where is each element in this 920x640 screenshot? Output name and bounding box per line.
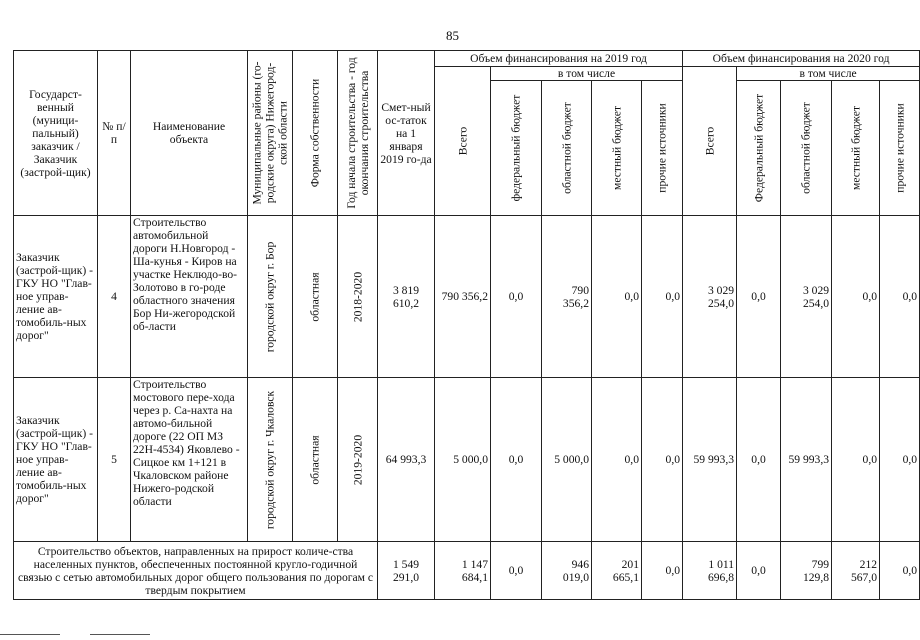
header-years: Год начала строительства - год окончания строительства <box>338 51 378 216</box>
row-total-2020: 59 993,3 <box>683 378 737 542</box>
row-regional-2019: 5 000,0 <box>542 378 592 542</box>
header-ownership: Форма собственности <box>293 51 338 216</box>
financing-table <box>13 50 920 600</box>
header-regional-2020: областной бюджет <box>781 81 832 216</box>
page-number: 85 <box>446 28 459 43</box>
row-customer: Заказчик (застрой-щик) - ГКУ НО "Глав-ное управ-ление ав-томобиль-ных дорог" <box>14 216 98 378</box>
row-ownership: областная <box>293 378 338 542</box>
summary-other-2020: 0,0 <box>880 542 920 600</box>
header-federal-2019: федеральный бюджет <box>491 81 542 216</box>
row-local-2019: 0,0 <box>592 216 642 378</box>
row-total-2019: 790 356,2 <box>435 216 491 378</box>
summary-regional-2020: 799 129,8 <box>781 542 832 600</box>
header-num: № п/п <box>98 51 131 216</box>
header-total-2019: Всего <box>435 67 491 216</box>
row-federal-2019: 0,0 <box>491 378 542 542</box>
row-years: 2018-2020 <box>338 216 378 378</box>
header-other-2020: прочие источники <box>880 81 920 216</box>
header-districts: Муниципальные районы (го-родские округа) Нижегород-ской области <box>248 51 293 216</box>
row-regional-2019: 790 356,2 <box>542 216 592 378</box>
row-district: городской округ г. Чкаловск <box>248 378 293 542</box>
header-federal-2020: Федеральный бюджет <box>737 81 781 216</box>
row-other-2020: 0,0 <box>880 216 920 378</box>
row-other-2019: 0,0 <box>642 378 683 542</box>
table-row <box>14 378 920 542</box>
row-balance: 3 819 610,2 <box>378 216 435 378</box>
row-other-2019: 0,0 <box>642 216 683 378</box>
summary-federal-2019: 0,0 <box>491 542 542 600</box>
summary-total-2020: 1 011 696,8 <box>683 542 737 600</box>
summary-local-2020: 212 567,0 <box>832 542 880 600</box>
table-row <box>14 216 920 378</box>
summary-other-2019: 0,0 <box>642 542 683 600</box>
header-local-2019: местный бюджет <box>592 81 642 216</box>
summary-row <box>14 542 920 600</box>
row-balance: 64 993,3 <box>378 378 435 542</box>
header-row-1 <box>14 51 920 67</box>
row-federal-2020: 0,0 <box>737 378 781 542</box>
bottom-dash-left <box>0 634 60 635</box>
summary-balance: 1 549 291,0 <box>378 542 435 600</box>
row-object-name: Строительство автомобильной дороги Н.Новгород - Ша-кунья - Киров на участке Неклюдо-во-Золотово в го-роде областного значения Бор Ни-жегородской об-ласти <box>131 216 248 378</box>
row-federal-2019: 0,0 <box>491 216 542 378</box>
row-total-2020: 3 029 254,0 <box>683 216 737 378</box>
header-including-2019: в том числе <box>491 67 683 81</box>
summary-federal-2020: 0,0 <box>737 542 781 600</box>
header-other-2019: прочие источники <box>642 81 683 216</box>
header-balance: Смет-ный ос-таток на 1 января 2019 го-да <box>378 51 435 216</box>
row-federal-2020: 0,0 <box>737 216 781 378</box>
row-district: городской округ г. Бор <box>248 216 293 378</box>
row-other-2020: 0,0 <box>880 378 920 542</box>
header-object-name: Наименование объекта <box>131 51 248 216</box>
summary-local-2019: 201 665,1 <box>592 542 642 600</box>
row-local-2019: 0,0 <box>592 378 642 542</box>
header-customer: Государст-венный (муници-пальный) заказчик / Заказчик (застрой-щик) <box>14 51 98 216</box>
header-including-2020: в том числе <box>737 67 920 81</box>
summary-total-2019: 1 147 684,1 <box>435 542 491 600</box>
row-total-2019: 5 000,0 <box>435 378 491 542</box>
summary-regional-2019: 946 019,0 <box>542 542 592 600</box>
summary-label: Строительство объектов, направленных на прирост количе-ства населенных пунктов, обеспеченных постоянной кругло-годичной связью с сетью автомобильных дорог общего пользования по дорогам с твердым покрытием <box>14 542 378 600</box>
row-num: 5 <box>98 378 131 542</box>
header-regional-2019: областной бюджет <box>542 81 592 216</box>
row-local-2020: 0,0 <box>832 216 880 378</box>
row-regional-2020: 59 993,3 <box>781 378 832 542</box>
row-ownership: областная <box>293 216 338 378</box>
bottom-dash-mid <box>90 634 150 635</box>
row-object-name: Строительство мостового пере-хода через р. Са-нахта на автомо-бильной дороге (22 ОП МЗ 22Н-4534) Яковлево - Сицкое км 1+121 в Чкаловском районе Нижего-родской области <box>131 378 248 542</box>
header-funding-2019: Объем финансирования на 2019 год <box>435 51 683 67</box>
row-num: 4 <box>98 216 131 378</box>
header-local-2020: местный бюджет <box>832 81 880 216</box>
row-local-2020: 0,0 <box>832 378 880 542</box>
row-customer: Заказчик (застрой-щик) - ГКУ НО "Глав-ное управ-ление ав-томобиль-ных дорог" <box>14 378 98 542</box>
row-years: 2019-2020 <box>338 378 378 542</box>
header-total-2020: Всего <box>683 67 737 216</box>
row-regional-2020: 3 029 254,0 <box>781 216 832 378</box>
header-funding-2020: Объем финансирования на 2020 год <box>683 51 920 67</box>
